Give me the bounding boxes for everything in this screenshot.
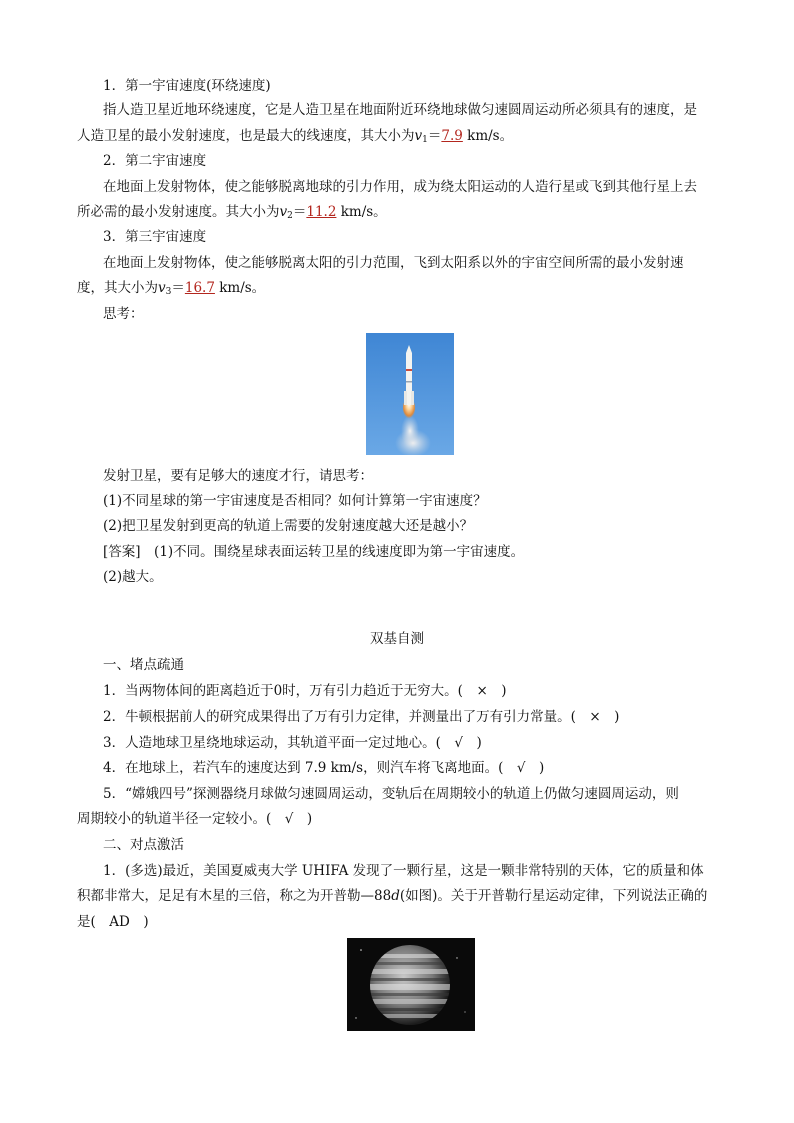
list-item: 5．“嫦娥四号”探测器绕月球做匀速圆周运动，变轨后在周期较小的轨道上仍做匀速圆周运动，则	[103, 786, 679, 802]
answer-value: 11.2	[306, 204, 337, 220]
think-intro: 发射卫星，要有足够大的速度才行，请思考：	[103, 468, 373, 484]
paragraph-line: 度，其大小为$v_3=16.7$ km/s。	[77, 280, 266, 297]
paragraph-line: 在地面上发射物体，使之能够脱离太阳的引力范围，飞到太阳系以外的宇宙空间所需的最小发射速	[103, 255, 684, 271]
think-label: 思考：	[103, 306, 144, 322]
paragraph-line: 在地面上发射物体，使之能够脱离地球的引力作用，成为绕太阳运动的人造行星或飞到其他行星上去	[103, 179, 697, 195]
answer-line-2: (2)越大。	[103, 569, 163, 585]
unit: km/s。	[336, 204, 387, 220]
velocity-subscript: 2	[287, 211, 293, 221]
list-item: 1．当两物体间的距离趋近于0时，万有引力趋近于无穷大。( × )	[103, 683, 507, 699]
list-item: 周期较小的轨道半径一定较小。( √ )	[77, 811, 313, 827]
velocity-subscript: 3	[165, 287, 172, 297]
list-item: 2．牛顿根据前人的研究成果得出了万有引力定律，并测量出了万有引力常量。( × )	[103, 709, 620, 725]
unit: km/s。	[214, 280, 266, 296]
rocket-icon	[366, 333, 454, 455]
text: 度，其大小为	[77, 280, 158, 296]
heading-second-cosmic-velocity: 2．第二宇宙速度	[103, 153, 207, 169]
text: 所必需的最小发射速度。其大小为	[77, 204, 280, 220]
part-heading: 一、堵点疏通	[103, 657, 184, 673]
list-item: 3．人造地球卫星绕地球运动，其轨道平面一定过地心。( √ )	[103, 735, 482, 751]
velocity-subscript: 1	[422, 135, 428, 145]
question-line: 是( AD )	[77, 914, 149, 930]
velocity-symbol: v	[279, 204, 288, 220]
paragraph-line: 所必需的最小发射速度。其大小为$v_2=11.2$ km/s。	[77, 204, 387, 221]
velocity-symbol: v	[414, 128, 423, 144]
text: 人造卫星的最小发射速度，也是最大的线速度，其大小为	[77, 128, 415, 144]
heading-third-cosmic-velocity: 3．第三宇宙速度	[103, 229, 207, 245]
paragraph-line: 人造卫星的最小发射速度，也是最大的线速度，其大小为$v_1=7.9$ km/s。	[77, 128, 514, 145]
velocity-symbol: v	[158, 280, 166, 296]
text: (如图)。关于开普勒行星运动定律，下列说法正确的	[399, 888, 708, 904]
part-heading: 二、对点激活	[103, 837, 184, 853]
question-line: 1．(多选)最近，美国夏威夷大学 UHIFA 发现了一颗行星，这是一颗非常特别的天体，它的质量和体	[103, 863, 704, 879]
heading-first-cosmic-velocity: 1．第一宇宙速度(环绕速度)	[103, 78, 271, 94]
think-question-1: (1)不同星球的第一宇宙速度是否相同？如何计算第一宇宙速度？	[103, 493, 487, 509]
section-title: 双基自测	[370, 631, 424, 647]
text: 积都非常大，足足有木星的三倍，称之为开普勒—88	[77, 888, 392, 904]
answer-value: 7.9	[441, 128, 463, 144]
planet-icon	[347, 938, 475, 1031]
planet-suffix: d	[391, 888, 400, 904]
rocket-launch-image	[366, 333, 454, 455]
answer-value: 16.7	[184, 280, 215, 296]
answer-tag: [答案]	[103, 544, 141, 560]
answer-line-1	[103, 543, 794, 561]
question-line	[77, 887, 794, 905]
paragraph-line: 指人造卫星近地环绕速度，它是人造卫星在地面附近环绕地球做匀速圆周运动所必须具有的速度，是	[103, 102, 697, 118]
think-question-2: (2)把卫星发射到更高的轨道上需要的发射速度越大还是越小？	[103, 518, 474, 534]
unit: km/s。	[462, 128, 514, 144]
list-item: 4．在地球上，若汽车的速度达到 7.9 km/s，则汽车将飞离地面。( √ )	[103, 760, 545, 776]
planet-image	[347, 938, 475, 1031]
answer-text: (1)不同。围绕星球表面运转卫星的线速度即为第一宇宙速度。	[154, 544, 525, 560]
